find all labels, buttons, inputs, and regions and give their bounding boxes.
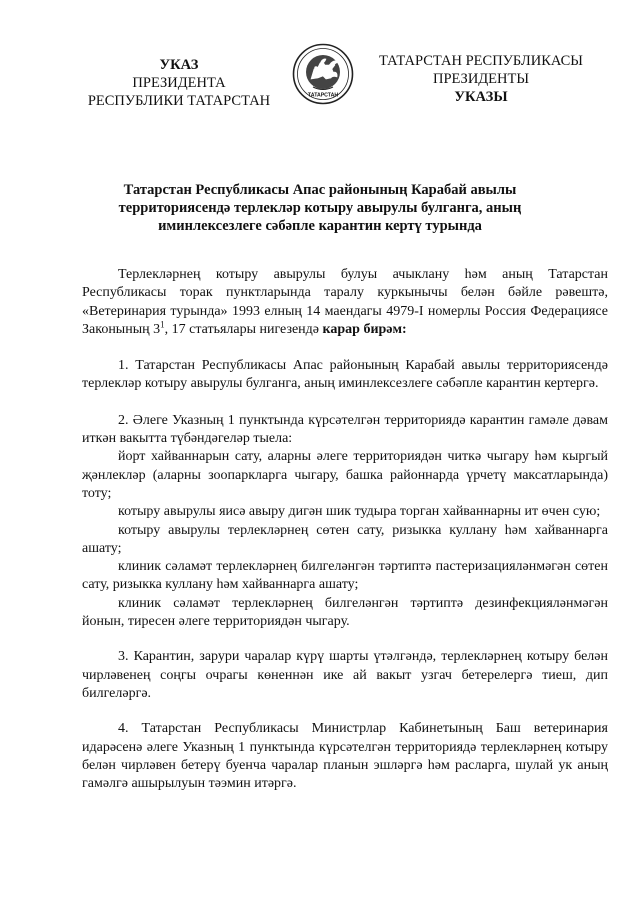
header-right-line1: ТАТАРСТАН РЕСПУБЛИКАСЫ (379, 53, 583, 69)
item-3-paragraph: 3. Карантин, зарури чаралар күрү шарты үтәлгәндә, терлекләрнең котыру белән чирләвенең соңгы очрагы көненнән ике ай вакыт узгач бетерелергә тиеш, дип билгеләргә. (82, 649, 608, 701)
preamble-superscript: 1 (160, 319, 165, 330)
header-left (74, 56, 284, 110)
item-2c-paragraph: котыру авырулы терлекләрнең сөтен сату, ризыкка куллану һәм хайваннарга ашату; (82, 522, 608, 556)
item-2d-paragraph: клиник сәламәт терлекләрнең билгеләнгән тәртиптә пастеризацияләнмәгән сөтен сату, ризыкка куллану һәм хайваннарга ашату; (82, 559, 608, 593)
document-title-line3: иминлексезлеге сәбәпле карантин кертү турында (158, 218, 482, 234)
item-2a-paragraph: йорт хайваннарын сату, аларны әлеге территориядән читкә чыгару һәм кыргый җәнлекләр (аларны зоопаркларга чыгару, башка районнарда үрчетү максатларында) тоту; (82, 449, 608, 501)
tatarstan-coat-of-arms-icon (292, 43, 354, 105)
header-right-title: УКАЗЫ (454, 89, 508, 105)
preamble-text-cont: , 17 статьялары нигезендә (164, 321, 320, 337)
preamble-decision: карар бирәм: (322, 321, 407, 337)
header-right (366, 52, 596, 106)
document-title-line1: Татарстан Республикасы Апас районының Карабай авылы (123, 182, 517, 198)
header-left-line3: РЕСПУБЛИКИ ТАТАРСТАН (87, 93, 271, 109)
item-2b-paragraph: котыру авырулы яисә авыру дигән шик тудыра торган хайваннарны ит өчен сую; (118, 504, 601, 520)
document-body (82, 266, 608, 793)
item-2-paragraph: 2. Әлеге Указның 1 пунктында күрсәтелгән территориядә карантин гамәле дәвам иткән вакытта түбәндәгеләр тыела: (82, 412, 608, 447)
item-4-paragraph: 4. Татарстан Республикасы Министрлар Кабинетының Баш ветеринария идарәсенә әлеге Указның 1 пунктында күрсәтелгән территориядә терлекләрнең котыру белән чирләвен бетерү буенча чаралар планын эшләргә һәм расларга, шулай ук аның гамәлгә ашырылуын тәэмин итәргә. (82, 721, 608, 792)
item-1-paragraph: 1. Татарстан Республикасы Апас районының Карабай авылы территориясендә терлекләр котыру авырулы булганга, аның иминлексезлеге сәбәпле карантин кертергә. (82, 358, 608, 392)
preamble-paragraph (82, 266, 608, 339)
header-left-title: УКАЗ (159, 57, 199, 73)
document-title (100, 181, 540, 235)
header-right-line2: ПРЕЗИДЕНТЫ (432, 71, 530, 87)
preamble-text: Терлекләрнең котыру авырулы булуы ачыклану һәм аның Татарстан Республикасы торак пунктларында таралу куркынычы белән бәйле рәвештә, «Ветеринария турында» 1993 елның 14 маендагы 4979-I номерлы Россия Федерациясе Законының 3 (82, 267, 608, 337)
item-2e-paragraph: клиник сәламәт терлекләрнең билгеләнгән тәртиптә дезинфекцияләнмәгән йонын, тиресен әлеге территориядән чыгару. (82, 595, 608, 630)
document-title-line2: территориясендә терлекләр котыру авырулы булганга, аның (118, 200, 522, 216)
header-left-line2: ПРЕЗИДЕНТА (132, 75, 226, 91)
emblem-label: ТАТАРСТАН (307, 92, 339, 99)
